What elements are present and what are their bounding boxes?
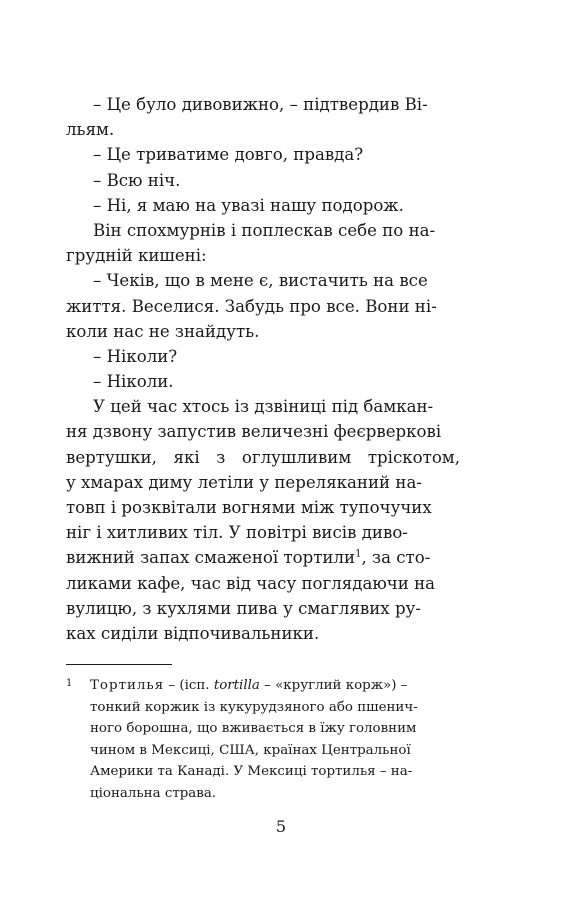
footnote-line	[90, 675, 460, 697]
text-line: життя. Веселися. Забудь про все. Вони ні-	[66, 296, 437, 316]
footnote-mark: 1	[66, 678, 73, 689]
text-line: товп і розквітали вогнями між тупочучих	[66, 498, 432, 517]
text-line: У цей час хтось із дзвіниці під бамкан-	[93, 397, 434, 417]
page-number: 5	[275, 817, 287, 836]
footnote-term: Тортилья	[90, 678, 165, 693]
main-text	[66, 92, 460, 646]
footnote-reference[interactable]: 1	[355, 548, 362, 560]
footnote-line: ціональна страва.	[90, 785, 217, 801]
text-line: – Ні, я маю на увазі нашу подорож.	[93, 195, 404, 215]
text-line: льям.	[66, 120, 115, 140]
text-line	[66, 545, 460, 570]
footnote-body	[90, 675, 460, 805]
text-line: – Це було дивовижно, – підтвердив Ві-	[93, 95, 428, 114]
footnote-line: тонкий коржик із кукурудзяного або пшенич-	[90, 699, 418, 715]
text-line: – Ніколи?	[93, 346, 178, 366]
text-segment: вижний запах смаженої тортили	[66, 548, 356, 568]
text-line: коли нас не знайдуть.	[66, 321, 260, 341]
text-line: ня дзвону запустив величезні феєрверкові	[66, 422, 442, 442]
text-line: вертушки, які з оглушливим тріскотом,	[66, 447, 460, 467]
text-line: ніг і хитливих тіл. У повітрі висів диво-	[66, 523, 408, 543]
text-line: – Чеків, що в мене є, вистачить на все	[93, 271, 428, 291]
text-line: вулицю, з кухлями пива у смаглявих ру-	[66, 598, 421, 618]
footnote-line: Америки та Канаді. У Мексиці тортилья – на-	[90, 764, 413, 780]
text-line: ках сиділи відпочивальники.	[66, 623, 320, 643]
footnote-line: чином в Мексиці, США, країнах Центральної	[90, 742, 411, 758]
text-line: – Ніколи.	[93, 372, 174, 392]
text-segment: , за сто-	[361, 548, 431, 568]
text-line: Він спохмурнів і поплескав себе по на-	[93, 220, 436, 240]
text-line: ликами кафе, час від часу поглядаючи на	[66, 573, 436, 593]
footnote-divider	[66, 664, 172, 665]
footnote-text: – «круглий корж») –	[259, 678, 408, 693]
text-line: – Всю ніч.	[93, 170, 181, 190]
text-line: у хмарах диму летіли у переляканий на-	[66, 472, 422, 492]
text-line: – Це триватиме довго, правда?	[93, 145, 364, 165]
text-line: грудній кишені:	[66, 246, 207, 266]
footnote-line: ного борошна, що вживається в їжу головним	[90, 721, 417, 737]
footnote-italic: tortilla	[213, 678, 260, 693]
footnote	[66, 675, 460, 805]
footnote-text: – (ісп.	[164, 678, 214, 693]
